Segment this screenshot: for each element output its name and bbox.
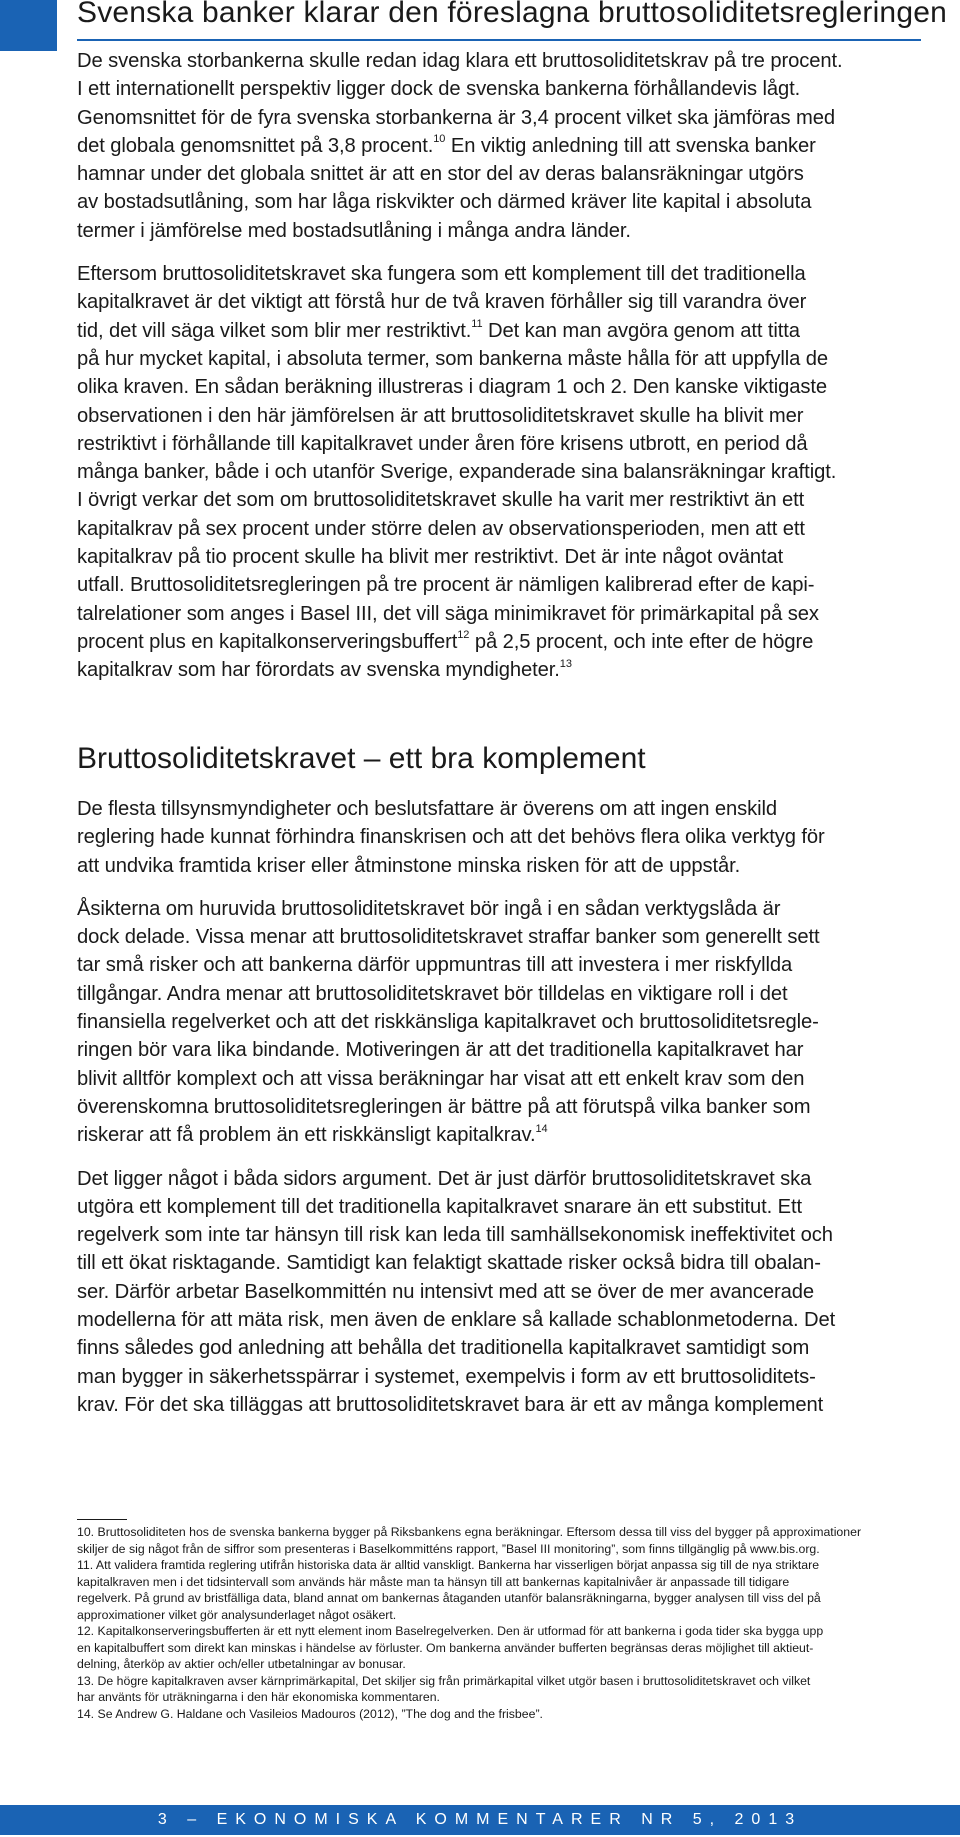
footnote-line: approximationer vilket gör analysunderlaget något osäkert. <box>77 1607 397 1622</box>
line: Åsikterna om huruvida bruttosoliditetskravet bör ingå i en sådan verktygslåda är <box>77 897 781 920</box>
footnotes <box>77 1524 921 1723</box>
line: på hur mycket kapital, i absoluta termer, som bankerna måste hålla för att uppfylla de <box>77 347 829 370</box>
footnote-ref-11[interactable]: 11 <box>471 317 483 330</box>
line: finansiella regelverket och att det riskkänsliga kapitalkravet och bruttosoliditetsregle- <box>77 1011 819 1034</box>
section-heading: Bruttosoliditetskravet – ett bra komplement <box>77 742 646 775</box>
line: blivit alltför komplext och att vissa beräkningar har visat att ett enkelt krav som den <box>77 1067 805 1090</box>
line: olika kraven. En sådan beräkning illustreras i diagram 1 och 2. Den kanske viktigaste <box>77 376 828 399</box>
footnote-line: 10. Bruttosoliditeten hos de svenska bankerna bygger på Riksbankens egna beräkningar. Eftersom dessa till viss del bygger på approximationer <box>77 1525 862 1539</box>
line: reglering hade kunnat förhindra finanskrisen och att det behövs flera olika verktyg för <box>77 826 825 849</box>
footnote-line: 14. Se Andrew G. Haldane och Vasileios Madouros (2012), ”The dog and the frisbee”. <box>77 1707 543 1722</box>
line: modellerna för att mäta risk, men även de enklare så kallade schablonmetoderna. Det <box>77 1309 836 1332</box>
paragraph-5 <box>77 1165 921 1420</box>
line: observationen i den här jämförelsen är att bruttosoliditetskravet skulle ha blivit mer <box>77 404 804 427</box>
footnote-line: en kapitalbuffert som direkt kan minskas i händelse av förluster. Om bankerna använder bufferten begränsas deras möjlighet till aktieut- <box>77 1640 814 1655</box>
footnote-line: 11. Att validera framtida reglering utifrån historiska data är alltid vanskligt. Bankerna har visserligen börjat anpassa sig till de nya striktare <box>77 1558 820 1573</box>
section-2-body <box>77 795 921 1419</box>
line: ser. Därför arbetar Baselkommittén nu intensivt med att se över de mer avancerade <box>77 1280 814 1303</box>
page-footer: 3 – EKONOMISKA KOMMENTARER NR 5, 2013 <box>0 1805 960 1835</box>
footnote-ref-12[interactable]: 12 <box>457 629 470 642</box>
footnote-line: har använts för uträkningarna i den här ekonomiska kommentaren. <box>77 1690 440 1705</box>
footnote-ref-13[interactable]: 13 <box>559 657 572 670</box>
line: I ett internationellt perspektiv ligger dock de svenska bankerna förhållandevis lågt. <box>77 78 801 101</box>
paragraph-4 <box>77 895 921 1150</box>
line: utgöra ett komplement till det traditionella kapitalkravet snarare än ett substitut. Ett <box>77 1195 803 1218</box>
line: kapitalkrav på sex procent under större delen av observationsperioden, men att ett <box>77 517 805 540</box>
footnote-line: skiljer de sig något från de siffror som presenteras i Baselkommitténs rapport, ”Basel III monitoring”, som finns tillgänglig på www.bis.org. <box>77 1541 820 1556</box>
line: kapitalkravet är det viktigt att förstå hur de två kraven förhåller sig till varandra över <box>77 291 807 314</box>
line: kapitalkrav som har förordats av svenska myndigheter. <box>77 659 560 682</box>
line: De flesta tillsynsmyndigheter och beslutsfattare är överens om att ingen enskild <box>77 798 778 820</box>
page-title: Svenska banker klarar den föreslagna bruttosoliditetsregleringen <box>77 0 947 29</box>
line: De svenska storbankerna skulle redan idag klara ett bruttosoliditetskrav på tre procent. <box>77 50 843 72</box>
section-1-body <box>77 47 921 685</box>
line: Det ligger något i båda sidors argument. Det är just därför bruttosoliditetskravet ska <box>77 1167 812 1190</box>
line: man bygger in säkerhetsspärrar i systemet, exempelvis i form av ett bruttosoliditets- <box>77 1365 816 1388</box>
footnote-line: regelverk. På grund av bristfälliga data, bland annat om bankernas åtaganden utanför balansräkningarna, bygger analysen till viss del på <box>77 1591 821 1606</box>
line: dock delade. Vissa menar att bruttosoliditetskravet straffar banker som generellt sett <box>77 926 820 949</box>
footnote-ref-14[interactable]: 14 <box>535 1122 548 1135</box>
paragraph-1 <box>77 47 921 245</box>
line: krav. För det ska tilläggas att bruttosoliditetskravet bara är ett av många komplement <box>77 1393 824 1416</box>
line: att undvika framtida kriser eller åtminstone minska risken för att de uppstår. <box>77 854 741 877</box>
line: I övrigt verkar det som om bruttosoliditetskravet skulle ha varit mer restriktivt än ett <box>77 489 805 512</box>
title-rule <box>77 39 921 41</box>
footnote-ref-10[interactable]: 10 <box>433 133 446 146</box>
line: ringen bör vara lika bindande. Motiveringen är att det traditionella kapitalkravet har <box>77 1039 804 1062</box>
footnote-line: 13. De högre kapitalkraven avser kärnprimärkapital, Det skiljer sig från primärkapital vilket utgör basen i bruttosoliditetskravet och vilket <box>77 1673 811 1688</box>
paragraph-3 <box>77 795 921 880</box>
line: det globala genomsnittet på 3,8 procent. <box>77 134 434 157</box>
line: till ett ökat risktagande. Samtidigt kan felaktigt skattade risker också bidra till obalan- <box>77 1252 821 1275</box>
line: många banker, både i och utanför Sverige, expanderade sina balansräkningar kraftigt. <box>77 461 837 484</box>
line: kapitalkrav på tio procent skulle ha blivit mer restriktivt. Det är inte något oväntat <box>77 546 784 569</box>
line: regelverk som inte tar hänsyn till risk kan leda till samhällsekonomisk ineffektivitet och <box>77 1224 833 1247</box>
line: restriktivt i förhållande till kapitalkravet under åren före krisens utbrott, en period då <box>77 432 808 455</box>
footnote-rule <box>77 1519 127 1520</box>
line: termer i jämförelse med bostadsutlåning i många andra länder. <box>77 219 631 242</box>
line: tillgångar. Andra menar att bruttosoliditetskravet bör tilldelas en viktigare roll i det <box>77 982 788 1005</box>
footnote-line: kapitalkraven men i det tidsintervall som används här måste man ta hänsyn till att bankernas kapitalnivåer är anpassade till tidigare <box>77 1574 790 1589</box>
line: Det kan man avgöra genom att titta <box>488 319 800 342</box>
paragraph-2 <box>77 260 921 684</box>
line: hamnar under det globala snittet är att en stor del av deras balansräkningar utgörs <box>77 163 804 186</box>
line: utfall. Bruttosoliditetsregleringen på tre procent är nämligen kalibrerad efter de kapi- <box>77 574 815 597</box>
line: En viktig anledning till att svenska banker <box>450 134 816 157</box>
line: riskerar att få problem än ett riskkänsligt kapitalkrav. <box>77 1124 536 1147</box>
line: Eftersom bruttosoliditetskravet ska fungera som ett komplement till det traditionella <box>77 263 806 286</box>
section-marker <box>0 0 57 51</box>
line: av bostadsutlåning, som har låga riskvikter och därmed kräver lite kapital i absoluta <box>77 191 812 214</box>
line: Genomsnittet för de fyra svenska storbankerna är 3,4 procent vilket ska jämföras med <box>77 106 835 129</box>
line: tid, det vill säga vilket som blir mer restriktivt. <box>77 319 472 342</box>
footnote-line: delning, återköp av aktier och/eller utbetalningar av bonusar. <box>77 1657 406 1672</box>
line: på 2,5 procent, och inte efter de högre <box>474 630 814 653</box>
line: överenskomna bruttosoliditetsregleringen är bättre på att förutspå vilka banker som <box>77 1095 811 1118</box>
line: talrelationer som anges i Basel III, det vill säga minimikravet för primärkapital på sex <box>77 602 819 625</box>
footnote-line: 12. Kapitalkonserveringsbufferten är ett nytt element inom Baselregelverken. Den är utformad för att bankerna i goda tider ska bygga upp <box>77 1624 824 1639</box>
line: finns således god anledning att behålla det traditionella kapitalkravet samtidigt som <box>77 1337 810 1360</box>
line: tar små risker och att bankerna därför uppmuntras till att investera i mer riskfyllda <box>77 954 793 977</box>
line: procent plus en kapitalkonserveringsbuffert <box>77 630 458 653</box>
